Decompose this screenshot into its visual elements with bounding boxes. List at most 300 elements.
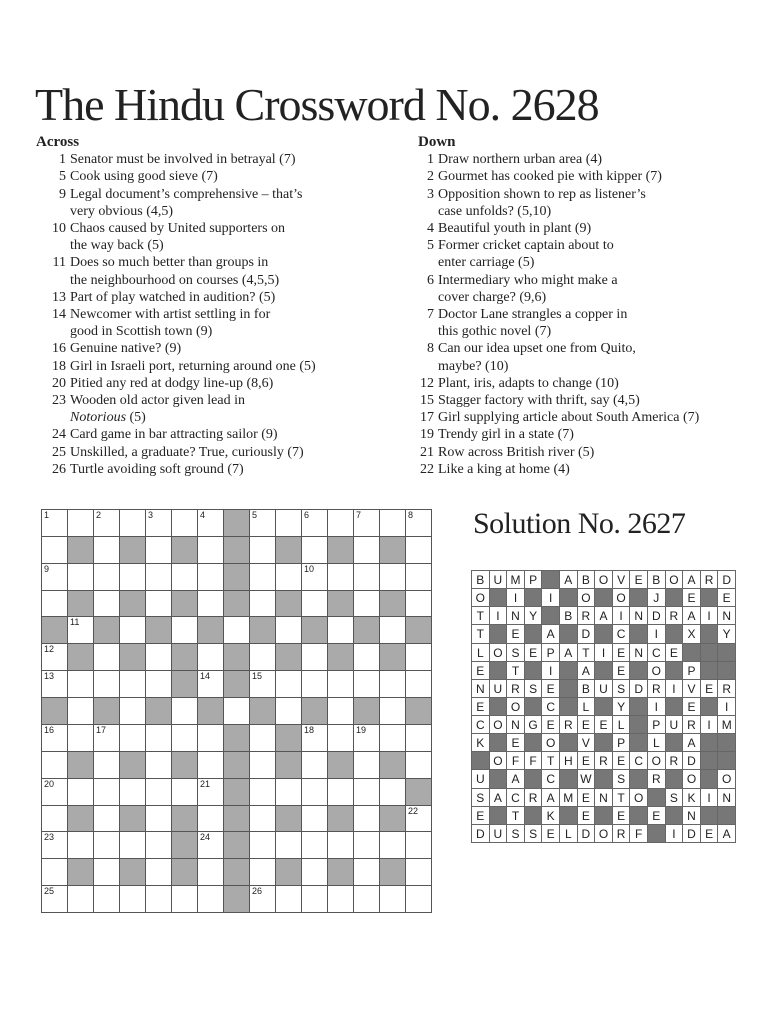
grid-block	[327, 643, 354, 671]
grid-cell[interactable]	[67, 831, 94, 859]
solution-block	[594, 769, 613, 788]
grid-cell[interactable]	[197, 670, 224, 698]
solution-letter: I	[717, 697, 736, 716]
grid-block	[275, 643, 302, 671]
grid-cell[interactable]	[353, 805, 380, 833]
grid-cell[interactable]	[93, 670, 120, 698]
grid-cell[interactable]	[327, 616, 354, 644]
grid-cell[interactable]	[41, 509, 68, 537]
grid-block	[171, 805, 198, 833]
solution-letter: K	[471, 733, 490, 752]
solution-letter: D	[682, 824, 701, 843]
grid-cell[interactable]	[41, 805, 68, 833]
grid-cell[interactable]	[93, 805, 120, 833]
grid-cell[interactable]	[275, 831, 302, 859]
grid-cell[interactable]	[41, 724, 68, 752]
solution-letter: S	[612, 769, 631, 788]
grid-cell[interactable]	[41, 670, 68, 698]
solution-letter: A	[717, 824, 736, 843]
grid-cell[interactable]	[93, 590, 120, 618]
grid-cell[interactable]	[275, 697, 302, 725]
grid-cell[interactable]	[67, 670, 94, 698]
grid-cell[interactable]	[93, 724, 120, 752]
across-clue	[36, 426, 396, 443]
clue-text: Beautiful youth in plant (9)	[438, 221, 592, 237]
grid-cell[interactable]	[405, 831, 432, 859]
grid-cell[interactable]	[145, 858, 172, 886]
solution-letter: E	[471, 661, 490, 680]
grid-block	[145, 697, 172, 725]
solution-letter: R	[524, 788, 543, 807]
grid-cell[interactable]	[379, 778, 406, 806]
grid-block	[171, 670, 198, 698]
solution-letter: C	[629, 751, 648, 770]
solution-letter: T	[577, 643, 596, 662]
solution-letter: F	[506, 751, 525, 770]
grid-cell[interactable]	[301, 885, 328, 913]
clue-text: Unskilled, a graduate? True, curiously (7)	[70, 444, 304, 460]
across-clue	[36, 444, 396, 461]
grid-cell[interactable]	[223, 616, 250, 644]
solution-letter: V	[577, 733, 596, 752]
grid-cell[interactable]	[67, 778, 94, 806]
grid-cell[interactable]	[41, 751, 68, 779]
grid-cell[interactable]	[41, 885, 68, 913]
grid-cell[interactable]	[197, 805, 224, 833]
grid-cell[interactable]	[379, 616, 406, 644]
cell-number: 24	[200, 832, 211, 843]
grid-cell[interactable]	[405, 805, 432, 833]
grid-cell[interactable]	[41, 563, 68, 591]
grid-cell[interactable]	[145, 670, 172, 698]
grid-cell[interactable]	[379, 697, 406, 725]
grid-cell[interactable]	[327, 724, 354, 752]
grid-cell[interactable]	[197, 643, 224, 671]
grid-cell[interactable]	[119, 831, 146, 859]
grid-cell[interactable]	[67, 885, 94, 913]
solution-letter: E	[647, 806, 666, 825]
grid-cell[interactable]	[353, 751, 380, 779]
across-clue	[36, 306, 396, 340]
clue-text: Cook using good sieve (7)	[70, 169, 218, 185]
solution-title: Solution No. 2627	[473, 507, 686, 540]
solution-letter: B	[471, 570, 490, 589]
solution-letter: T	[471, 624, 490, 643]
grid-cell[interactable]	[249, 831, 276, 859]
grid-cell[interactable]	[171, 724, 198, 752]
grid-cell[interactable]	[145, 885, 172, 913]
grid-cell[interactable]	[41, 536, 68, 564]
solution-letter: U	[489, 679, 508, 698]
clue-text: Legal document’s comprehensive – that’s	[70, 186, 303, 202]
down-clue	[418, 186, 763, 220]
grid-cell[interactable]	[93, 536, 120, 564]
grid-cell[interactable]	[327, 831, 354, 859]
grid-cell[interactable]	[405, 858, 432, 886]
solution-letter: N	[717, 788, 736, 807]
clue-number: 25	[52, 444, 66, 460]
grid-cell[interactable]	[119, 778, 146, 806]
grid-cell[interactable]	[301, 858, 328, 886]
grid-cell[interactable]	[379, 670, 406, 698]
clue-text: maybe? (10)	[438, 358, 509, 374]
clue-number: 13	[52, 289, 66, 305]
solution-block	[665, 733, 684, 752]
grid-cell[interactable]	[327, 697, 354, 725]
clue-number: 17	[420, 410, 434, 426]
solution-letter: R	[594, 751, 613, 770]
grid-cell[interactable]	[119, 563, 146, 591]
grid-cell[interactable]	[249, 805, 276, 833]
solution-letter: E	[524, 643, 543, 662]
grid-cell[interactable]	[145, 831, 172, 859]
clue-text: good in Scottish town (9)	[70, 324, 213, 340]
clue-number: 18	[52, 358, 66, 374]
grid-cell[interactable]	[301, 831, 328, 859]
grid-cell[interactable]	[275, 616, 302, 644]
grid-cell[interactable]	[145, 563, 172, 591]
solution-letter: D	[647, 606, 666, 625]
clue-number: 9	[59, 186, 66, 202]
solution-letter: L	[577, 697, 596, 716]
grid-cell[interactable]	[67, 563, 94, 591]
grid-cell[interactable]	[197, 778, 224, 806]
clue-number: 2	[427, 169, 434, 185]
clue-number: 4	[427, 221, 434, 237]
solution-letter: Y	[612, 697, 631, 716]
solution-letter: E	[629, 570, 648, 589]
grid-cell[interactable]	[145, 751, 172, 779]
solution-letter: E	[506, 733, 525, 752]
down-heading: Down	[418, 134, 456, 150]
solution-letter: L	[647, 733, 666, 752]
grid-cell[interactable]	[197, 885, 224, 913]
grid-block	[379, 858, 406, 886]
grid-cell[interactable]	[67, 509, 94, 537]
grid-cell[interactable]	[405, 509, 432, 537]
solution-letter: B	[647, 570, 666, 589]
solution-letter: E	[682, 697, 701, 716]
down-clue	[418, 237, 763, 271]
grid-cell[interactable]	[119, 509, 146, 537]
solution-letter: E	[541, 715, 560, 734]
grid-cell[interactable]	[197, 751, 224, 779]
solution-block	[594, 661, 613, 680]
grid-cell[interactable]	[249, 643, 276, 671]
grid-cell[interactable]	[275, 778, 302, 806]
grid-cell[interactable]	[67, 724, 94, 752]
grid-cell[interactable]	[145, 590, 172, 618]
grid-cell[interactable]	[41, 590, 68, 618]
down-clue	[418, 426, 763, 443]
solution-letter: I	[665, 824, 684, 843]
grid-cell[interactable]	[197, 858, 224, 886]
grid-cell[interactable]	[327, 885, 354, 913]
grid-cell[interactable]	[379, 831, 406, 859]
grid-cell[interactable]	[301, 778, 328, 806]
solution-letter: O	[471, 588, 490, 607]
grid-cell[interactable]	[93, 831, 120, 859]
grid-block	[223, 885, 250, 913]
grid-cell[interactable]	[197, 536, 224, 564]
grid-block	[301, 616, 328, 644]
solution-letter: B	[559, 606, 578, 625]
grid-cell[interactable]	[405, 590, 432, 618]
solution-letter: R	[717, 679, 736, 698]
grid-cell[interactable]	[405, 670, 432, 698]
grid-block	[223, 831, 250, 859]
grid-cell[interactable]	[41, 643, 68, 671]
solution-block	[700, 733, 719, 752]
grid-cell[interactable]	[405, 536, 432, 564]
solution-letter: R	[559, 715, 578, 734]
grid-cell[interactable]	[171, 616, 198, 644]
solution-letter: G	[524, 715, 543, 734]
grid-cell[interactable]	[171, 697, 198, 725]
grid-cell[interactable]	[275, 509, 302, 537]
solution-letter: R	[612, 824, 631, 843]
solution-letter: A	[682, 570, 701, 589]
down-clue	[418, 375, 763, 392]
across-clue	[36, 392, 396, 426]
grid-cell[interactable]	[327, 778, 354, 806]
grid-cell[interactable]	[301, 563, 328, 591]
grid-cell[interactable]	[249, 670, 276, 698]
solution-letter: S	[612, 679, 631, 698]
grid-block	[275, 858, 302, 886]
solution-letter: P	[541, 643, 560, 662]
grid-block	[405, 778, 432, 806]
clue-number: 14	[52, 307, 66, 323]
grid-cell[interactable]	[93, 858, 120, 886]
grid-cell[interactable]	[275, 563, 302, 591]
grid-cell[interactable]	[353, 590, 380, 618]
grid-cell[interactable]	[353, 643, 380, 671]
grid-block	[327, 751, 354, 779]
grid-cell[interactable]	[145, 643, 172, 671]
grid-cell[interactable]	[249, 509, 276, 537]
grid-cell[interactable]	[353, 778, 380, 806]
solution-letter: R	[577, 606, 596, 625]
grid-cell[interactable]	[405, 643, 432, 671]
grid-cell[interactable]	[353, 536, 380, 564]
solution-block	[559, 806, 578, 825]
grid-cell[interactable]	[301, 536, 328, 564]
solution-block	[629, 733, 648, 752]
grid-block	[379, 536, 406, 564]
grid-cell[interactable]	[41, 858, 68, 886]
grid-cell[interactable]	[353, 563, 380, 591]
grid-cell[interactable]	[145, 536, 172, 564]
grid-cell[interactable]	[171, 563, 198, 591]
solution-block	[559, 661, 578, 680]
down-clue	[418, 220, 763, 237]
clue-text: Opposition shown to rep as listener’s	[438, 186, 646, 202]
down-clue	[418, 409, 763, 426]
grid-block	[223, 858, 250, 886]
grid-cell[interactable]	[197, 509, 224, 537]
solution-letter: F	[629, 824, 648, 843]
solution-block	[594, 624, 613, 643]
grid-cell[interactable]	[275, 885, 302, 913]
grid-cell[interactable]	[405, 751, 432, 779]
grid-cell[interactable]	[249, 778, 276, 806]
grid-cell[interactable]	[301, 670, 328, 698]
grid-cell[interactable]	[119, 616, 146, 644]
cell-number: 15	[252, 671, 263, 682]
grid-cell[interactable]	[249, 563, 276, 591]
solution-letter: N	[594, 788, 613, 807]
solution-block	[717, 643, 736, 662]
solution-letter: E	[594, 715, 613, 734]
grid-cell[interactable]	[145, 724, 172, 752]
grid-cell[interactable]	[197, 590, 224, 618]
grid-cell[interactable]	[327, 509, 354, 537]
solution-block	[541, 606, 560, 625]
solution-letter: T	[541, 751, 560, 770]
grid-cell[interactable]	[171, 509, 198, 537]
clue-text: Girl supplying article about South America (7)	[438, 410, 700, 426]
grid-block	[119, 805, 146, 833]
solution-letter: R	[647, 679, 666, 698]
solution-letter: V	[612, 570, 631, 589]
grid-cell[interactable]	[405, 724, 432, 752]
solution-letter: I	[647, 624, 666, 643]
grid-cell[interactable]	[327, 563, 354, 591]
grid-cell[interactable]	[41, 778, 68, 806]
solution-letter: M	[559, 788, 578, 807]
grid-cell[interactable]	[301, 643, 328, 671]
grid-cell[interactable]	[301, 724, 328, 752]
solution-letter: R	[506, 679, 525, 698]
grid-cell[interactable]	[171, 778, 198, 806]
grid-cell[interactable]	[353, 831, 380, 859]
across-clue	[36, 375, 396, 392]
solution-letter: U	[594, 679, 613, 698]
grid-cell[interactable]	[353, 509, 380, 537]
clue-text: Card game in bar attracting sailor (9)	[70, 427, 278, 443]
solution-letter: A	[506, 769, 525, 788]
down-clue	[418, 461, 763, 478]
solution-letter: A	[559, 570, 578, 589]
solution-block	[717, 751, 736, 770]
solution-letter: S	[665, 788, 684, 807]
grid-cell[interactable]	[119, 697, 146, 725]
solution-block	[700, 769, 719, 788]
grid-cell[interactable]	[93, 643, 120, 671]
solution-letter: N	[629, 643, 648, 662]
grid-block	[223, 670, 250, 698]
solution-block	[489, 588, 508, 607]
grid-cell[interactable]	[275, 670, 302, 698]
grid-cell[interactable]	[405, 885, 432, 913]
grid-cell[interactable]	[327, 670, 354, 698]
grid-cell[interactable]	[93, 563, 120, 591]
grid-cell[interactable]	[119, 724, 146, 752]
solution-letter: P	[647, 715, 666, 734]
solution-letter: D	[577, 624, 596, 643]
grid-cell[interactable]	[353, 670, 380, 698]
grid-cell[interactable]	[301, 751, 328, 779]
grid-block	[223, 805, 250, 833]
grid-block	[223, 778, 250, 806]
grid-cell[interactable]	[249, 536, 276, 564]
grid-cell[interactable]	[249, 590, 276, 618]
solution-block	[629, 588, 648, 607]
across-clue-list	[36, 151, 396, 478]
grid-cell[interactable]	[93, 885, 120, 913]
grid-cell[interactable]	[197, 563, 224, 591]
grid-block	[67, 643, 94, 671]
grid-cell[interactable]	[93, 778, 120, 806]
grid-cell[interactable]	[249, 724, 276, 752]
cell-number: 7	[356, 510, 362, 520]
across-clue	[36, 151, 396, 168]
grid-cell[interactable]	[301, 590, 328, 618]
cell-number: 8	[408, 510, 414, 520]
grid-cell[interactable]	[379, 563, 406, 591]
grid-cell[interactable]	[249, 751, 276, 779]
solution-letter: A	[489, 788, 508, 807]
grid-cell[interactable]	[301, 509, 328, 537]
grid-block	[41, 616, 68, 644]
grid-cell[interactable]	[353, 724, 380, 752]
grid-cell[interactable]	[379, 885, 406, 913]
clue-number: 3	[427, 186, 434, 202]
grid-cell[interactable]	[197, 724, 224, 752]
grid-cell[interactable]	[67, 697, 94, 725]
solution-block	[700, 806, 719, 825]
crossword-grid[interactable]	[41, 509, 431, 912]
grid-cell[interactable]	[197, 831, 224, 859]
grid-cell[interactable]	[353, 858, 380, 886]
grid-cell[interactable]	[405, 563, 432, 591]
clue-number: 24	[52, 427, 66, 443]
clue-number: 22	[420, 461, 434, 477]
grid-cell[interactable]	[249, 858, 276, 886]
grid-cell[interactable]	[119, 885, 146, 913]
grid-block	[223, 509, 250, 537]
cell-number: 1	[44, 510, 50, 520]
grid-cell[interactable]	[145, 509, 172, 537]
grid-cell[interactable]	[93, 509, 120, 537]
solution-block	[489, 733, 508, 752]
solution-letter: E	[612, 643, 631, 662]
clue-text: Notorious (5)	[70, 410, 146, 426]
grid-cell[interactable]	[145, 778, 172, 806]
grid-cell[interactable]	[145, 805, 172, 833]
grid-block	[405, 616, 432, 644]
clue-text: enter carriage (5)	[438, 255, 535, 271]
grid-cell[interactable]	[119, 670, 146, 698]
grid-cell[interactable]	[67, 616, 94, 644]
solution-letter: M	[717, 715, 736, 734]
grid-cell[interactable]	[353, 885, 380, 913]
grid-block	[197, 616, 224, 644]
grid-cell[interactable]	[379, 724, 406, 752]
grid-cell[interactable]	[301, 805, 328, 833]
grid-block	[119, 536, 146, 564]
grid-cell[interactable]	[93, 751, 120, 779]
grid-block	[223, 724, 250, 752]
grid-cell[interactable]	[249, 885, 276, 913]
solution-block	[647, 788, 666, 807]
grid-cell[interactable]	[41, 831, 68, 859]
grid-cell[interactable]	[223, 697, 250, 725]
grid-cell[interactable]	[379, 509, 406, 537]
grid-cell[interactable]	[171, 885, 198, 913]
clue-text: this gothic novel (7)	[438, 324, 552, 340]
